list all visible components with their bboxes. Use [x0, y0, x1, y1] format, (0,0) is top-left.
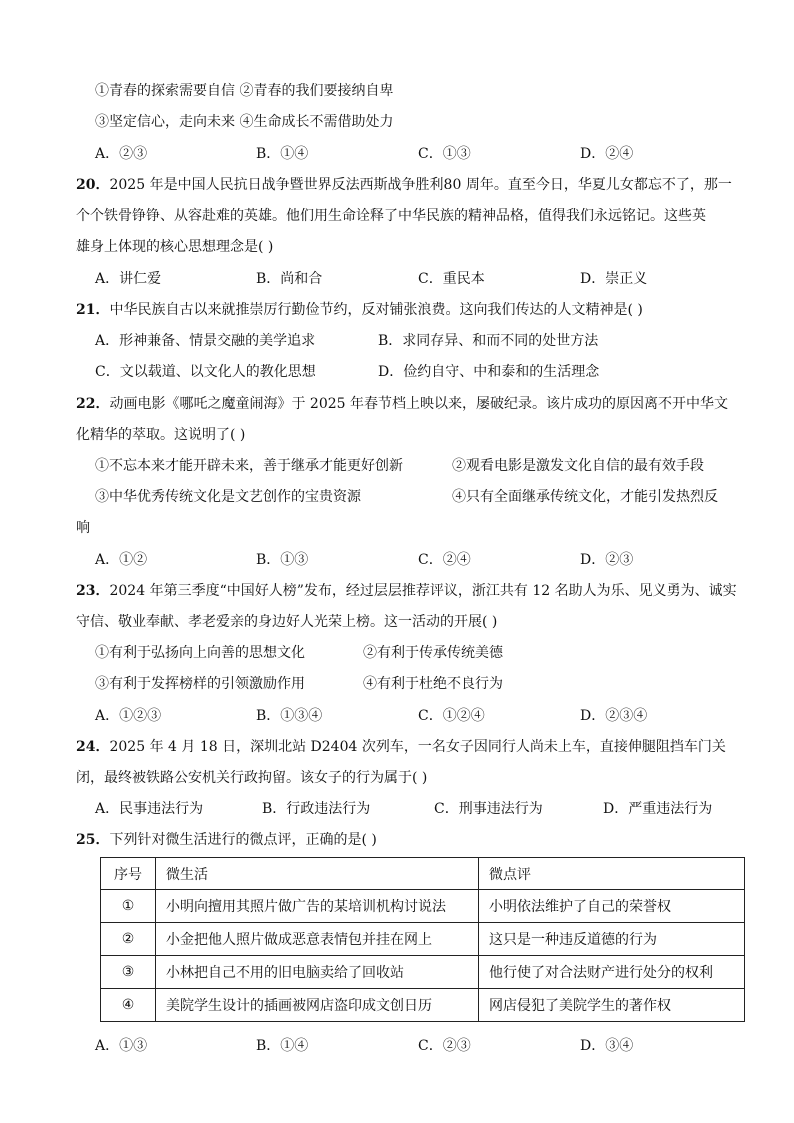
q25-number: 25．	[76, 832, 110, 848]
row-comment: 网店侵犯了美院学生的著作权	[479, 989, 745, 1022]
q20-text-1: 2025 年是中国人民抗日战争暨世界反法西斯战争胜利80 周年。直至今日，华夏儿女都忘不了，那一	[109, 177, 732, 193]
q20-option-b[interactable]: B．尚和合	[256, 271, 323, 287]
q22-stem-2: 化精华的萃取。这说明了( )	[76, 427, 246, 443]
q21-option-d[interactable]: D．俭约自守、中和泰和的生活理念	[378, 364, 600, 380]
q22-option-c[interactable]: C．②④	[418, 552, 471, 568]
q24-option-d[interactable]: D．严重违法行为	[603, 801, 713, 817]
q23-option-d[interactable]: D．②③④	[580, 708, 648, 724]
q22-statement-2: ②观看电影是激发文化自信的最有效手段	[452, 458, 704, 474]
q22-stem-1	[76, 393, 728, 415]
q24-text-1: 2025 年 4 月 18 日，深圳北站 D2404 次列车，一名女子因同行人尚未上车，直接伸腿阻挡车门关	[109, 739, 726, 755]
q20-number: 20．	[76, 177, 110, 193]
q23-statement-2: ②有利于传承传统美德	[363, 645, 503, 661]
header-no: 序号	[101, 858, 156, 890]
row-no: ①	[101, 890, 156, 923]
q22-option-d[interactable]: D．②③	[580, 552, 634, 568]
q19-option-a[interactable]: A．②③	[95, 146, 148, 162]
row-life: 小金把他人照片做成恶意表情包并挂在网上	[156, 923, 479, 956]
header-life: 微生活	[156, 858, 479, 890]
q22-statement-1: ①不忘本来才能开辟未来，善于继承才能更好创新	[95, 458, 403, 474]
q22-statement-4-cont: 响	[76, 520, 90, 536]
q23-stem-1	[76, 580, 737, 602]
table-row	[101, 890, 745, 923]
q25-stem-1	[76, 829, 377, 851]
row-life: 美院学生设计的插画被网店盗印成文创日历	[156, 989, 479, 1022]
q25-text-1: 下列针对微生活进行的微点评，正确的是( )	[109, 832, 377, 848]
table-row	[101, 956, 745, 989]
q20-stem-3: 雄身上体现的核心思想理念是( )	[76, 239, 274, 255]
q25-option-d[interactable]: D．③④	[580, 1038, 634, 1054]
q23-statement-3: ③有利于发挥榜样的引领激励作用	[95, 676, 305, 692]
q24-number: 24．	[76, 739, 110, 755]
row-comment: 这只是一种违反道德的行为	[479, 923, 745, 956]
q25-option-a[interactable]: A．①③	[95, 1038, 148, 1054]
q21-stem-1	[76, 299, 643, 321]
q21-number: 21．	[76, 302, 110, 318]
table-row	[101, 923, 745, 956]
q22-number: 22．	[76, 396, 110, 412]
q20-stem-1	[76, 174, 732, 196]
q20-option-d[interactable]: D．崇正义	[580, 271, 648, 287]
q22-option-a[interactable]: A．①②	[95, 552, 148, 568]
q19-statements-2: ③坚定信心，走向未来 ④生命成长不需借助处力	[95, 114, 394, 130]
q24-stem-1	[76, 736, 726, 758]
q24-option-b[interactable]: B．行政违法行为	[262, 801, 371, 817]
row-life: 小林把自己不用的旧电脑卖给了回收站	[156, 956, 479, 989]
q21-option-a[interactable]: A．形神兼备、情景交融的美学追求	[95, 333, 316, 349]
q22-statement-4: ④只有全面继承传统文化，才能引发热烈反	[452, 489, 718, 505]
q23-option-b[interactable]: B．①③④	[256, 708, 323, 724]
q21-option-c[interactable]: C．文以载道、以文化人的教化思想	[95, 364, 316, 380]
header-comment: 微点评	[479, 858, 745, 890]
q19-option-c[interactable]: C．①③	[418, 146, 471, 162]
row-no: ④	[101, 989, 156, 1022]
q19-statements-1: ①青春的探索需要自信 ②青春的我们要接纳自卑	[95, 83, 394, 99]
row-no: ③	[101, 956, 156, 989]
q24-stem-2: 闭，最终被铁路公安机关行政拘留。该女子的行为属于( )	[76, 770, 428, 786]
q20-option-c[interactable]: C．重民本	[418, 271, 485, 287]
q20-option-a[interactable]: A．讲仁爱	[95, 271, 162, 287]
q24-option-a[interactable]: A．民事违法行为	[95, 801, 204, 817]
q23-statement-1: ①有利于弘扬向上向善的思想文化	[95, 645, 305, 661]
q19-option-b[interactable]: B．①④	[256, 146, 309, 162]
q23-option-c[interactable]: C．①②④	[418, 708, 485, 724]
q22-statement-3: ③中华优秀传统文化是文艺创作的宝贵资源	[95, 489, 361, 505]
q22-text-1: 动画电影《哪吒之魔童闹海》于 2025 年春节档上映以来，屡破纪录。该片成功的原因离不开中华文	[109, 396, 729, 412]
q24-option-c[interactable]: C．刑事违法行为	[434, 801, 543, 817]
q22-option-b[interactable]: B．①③	[256, 552, 309, 568]
q25-table	[100, 857, 745, 1022]
row-life: 小明向擅用其照片做广告的某培训机构讨说法	[156, 890, 479, 923]
q21-option-b[interactable]: B．求同存异、和而不同的处世方法	[378, 333, 599, 349]
q25-option-b[interactable]: B．①④	[256, 1038, 309, 1054]
row-comment: 他行使了对合法财产进行处分的权利	[479, 956, 745, 989]
q20-stem-2: 个个铁骨铮铮、从容赴难的英雄。他们用生命诠释了中华民族的精神品格，值得我们永远铭记。这些英	[76, 208, 706, 224]
q23-option-a[interactable]: A．①②③	[95, 708, 162, 724]
table-row	[101, 989, 745, 1022]
row-no: ②	[101, 923, 156, 956]
q23-statement-4: ④有利于杜绝不良行为	[363, 676, 503, 692]
q19-option-d[interactable]: D．②④	[580, 146, 634, 162]
q21-text-1: 中华民族自古以来就推崇厉行勤俭节约，反对铺张浪费。这向我们传达的人文精神是( )	[109, 302, 643, 318]
q23-number: 23．	[76, 583, 110, 599]
q23-text-1: 2024 年第三季度“中国好人榜”发布，经过层层推荐评议，浙江共有 12 名助人为乐、见义勇为、诚实	[109, 583, 737, 599]
row-comment: 小明依法维护了自己的荣誉权	[479, 890, 745, 923]
q25-option-c[interactable]: C．②③	[418, 1038, 471, 1054]
q23-stem-2: 守信、敬业奉献、孝老爱亲的身边好人光荣上榜。这一活动的开展( )	[76, 614, 498, 630]
table-header-row	[101, 858, 745, 890]
